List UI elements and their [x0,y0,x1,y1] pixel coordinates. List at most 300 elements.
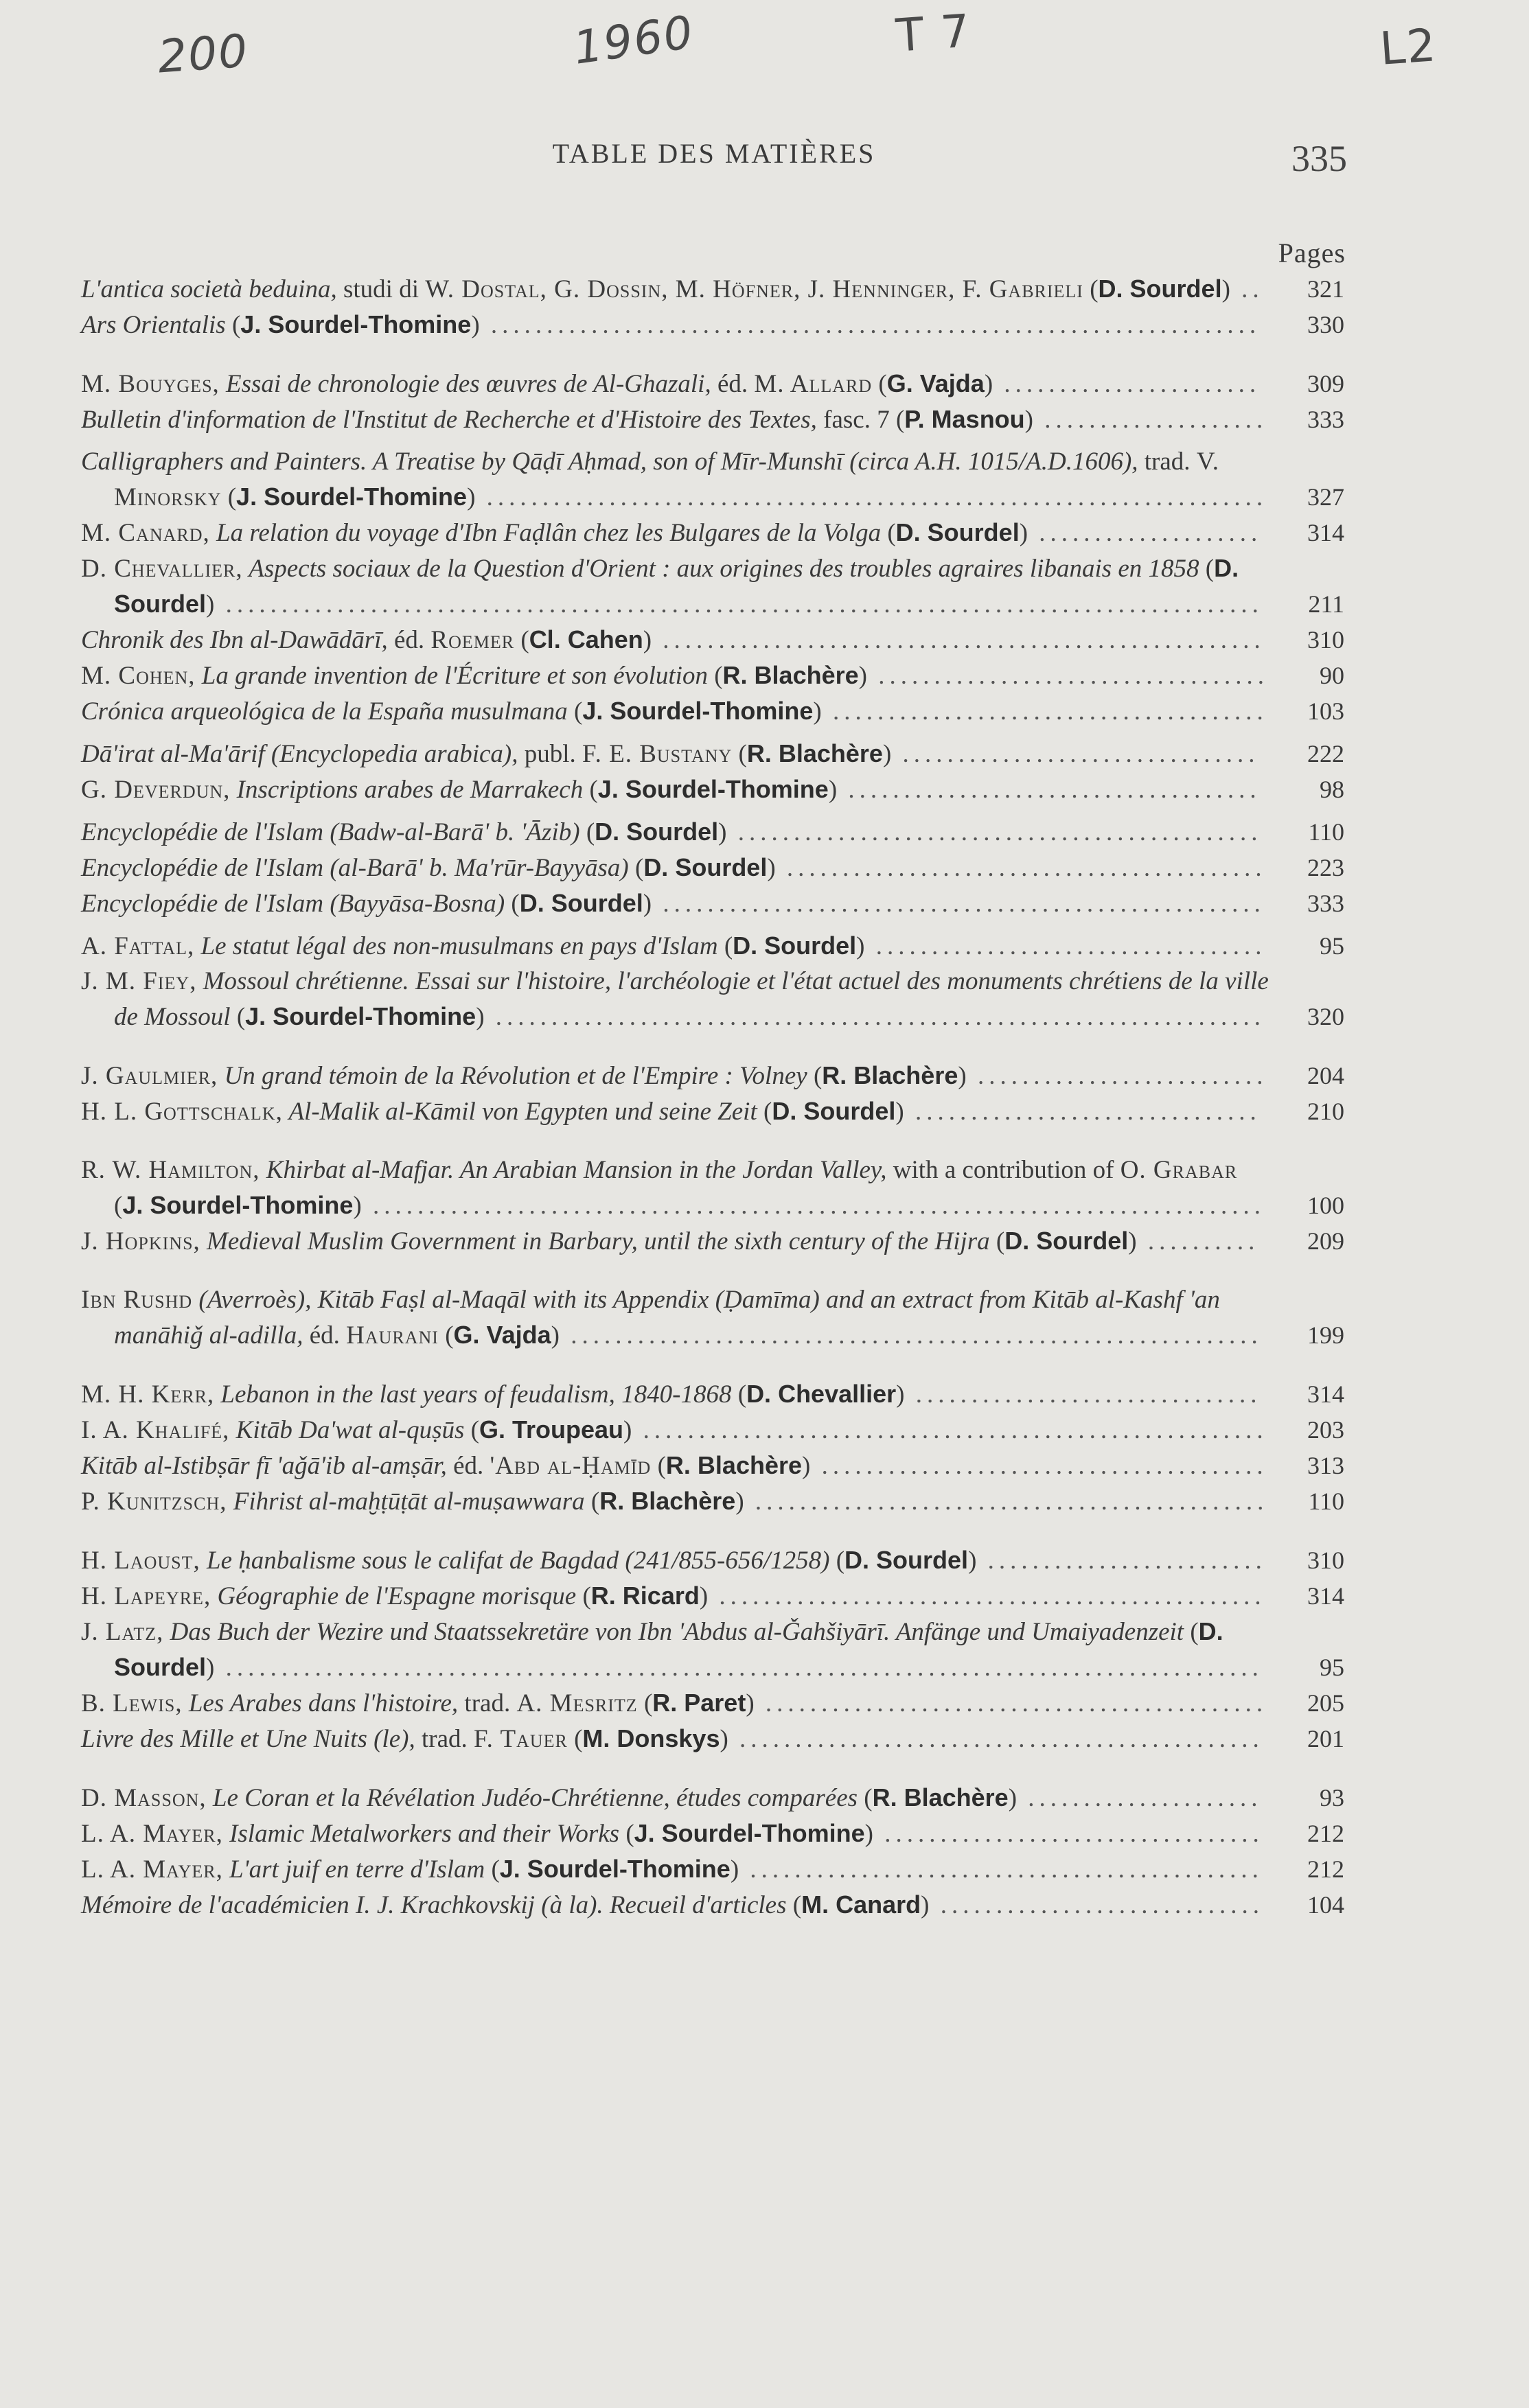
page-number: 335 [1291,138,1347,179]
entry-reviewer: R. Blachère [599,1487,736,1515]
entry-author: M. Canard, [81,519,210,547]
entry-author: H. L. Gottschalk, [81,1098,283,1126]
toc-entry [81,1412,1344,1448]
entry-text: ) [1008,1784,1018,1812]
entry-page-number: 93 [1320,1784,1344,1811]
entry-page-number: 222 [1307,740,1344,767]
entry-title: Fihrist al-maḫṭūṭāt al-muṣawwara [227,1487,585,1516]
toc-entry [81,928,1344,964]
entry-page-number: 313 [1307,1452,1344,1479]
entry-text: ( [225,311,241,339]
entry-text: ) [896,1380,905,1409]
entry-text: ) [968,1547,977,1575]
entry-reviewer: D. Sourdel [519,889,643,917]
entry-text: ) [206,1654,215,1682]
toc-entry [81,1578,1344,1614]
entry-author: J. Latz, [81,1618,164,1646]
entry-text: ) [1221,275,1230,303]
entry-title: Livre des Mille et Une Nuits (le), [81,1725,415,1753]
entry-reviewer: M. Canard [801,1890,921,1919]
entry-text: ( [651,1452,666,1480]
entry-text: ) [882,740,892,768]
toc-entry [81,1851,1344,1887]
entry-text: ) [746,1689,755,1717]
entry-text: ) [643,626,652,654]
entry-page-number: 310 [1307,1547,1344,1574]
toc-entry [81,271,1344,307]
toc-entry [81,1376,1344,1412]
entry-text: ) [551,1321,560,1350]
toc-entry-text [81,885,1269,921]
toc-entry [81,402,1344,437]
toc-entry-text [81,1851,1269,1887]
dot-leader: ..................................... [837,776,1261,804]
entry-page-number: 205 [1307,1689,1344,1717]
toc-entry [81,1282,1344,1353]
entry-author: J. Hopkins, [81,1227,200,1255]
entry-reviewer: R. Ricard [590,1582,700,1610]
entry-page-number: 314 [1307,519,1344,546]
toc-entry-text [81,1448,1269,1483]
entry-editor: Roemer [430,626,515,654]
entry-editor: A. Mesritz [516,1689,638,1717]
toc-entry [81,1153,1344,1223]
entry-text: ( [1083,275,1099,303]
entry-text: ) [958,1062,967,1090]
entry-text: ( [731,1380,747,1409]
entry-page-number: 110 [1308,1487,1344,1515]
entry-reviewer: R. Blachère [872,1783,1009,1811]
toc-entry [81,1223,1344,1259]
toc-entry [81,515,1344,551]
entry-reviewer: D. Sourdel [114,1617,1223,1681]
entry-title: Lebanon in the last years of feudalism, 1840-1868 [214,1380,732,1409]
entry-author: Ibn Rushd [81,1286,193,1314]
toc-entry [81,850,1344,885]
entry-title: Le Coran et la Révélation Judéo-Chrétienne, études comparées [206,1784,858,1812]
entry-reviewer: D. Sourdel [733,931,857,960]
entry-text: ) [476,1003,485,1031]
entry-text: ( [221,483,237,511]
toc-entry [81,693,1344,729]
entry-title: Kitāb al-Istibṣār fī 'aǧā'ib al-amṣār, [81,1452,447,1480]
entry-text: ( [438,1321,454,1350]
toc-entry-text [81,1412,1269,1448]
dot-leader: ............................................................................................. [214,1654,1263,1682]
toc-entry-text [81,693,1269,729]
toc-entry [81,622,1344,658]
toc-entry-text [81,1153,1269,1223]
entry-title: La relation du voyage d'Ibn Faḍlân chez les Bulgares de la Volga [209,519,882,547]
entry-text: ( [872,370,887,398]
toc-entry [81,658,1344,693]
entry-page-number: 209 [1307,1227,1344,1255]
entry-author: M. Bouyges, [81,370,220,398]
toc-entry-text [81,964,1269,1034]
entry-page-number: 212 [1307,1855,1344,1883]
entry-reviewer: G. Troupeau [479,1415,623,1444]
entry-title: Chronik des Ibn al-Dawādārī, [81,626,388,654]
entry-reviewer: P. Masnou [904,405,1025,433]
entry-author: B. Lewis, [81,1689,183,1717]
entry-reviewer: D. Sourdel [772,1097,896,1125]
entry-title: Bulletin d'information de l'Institut de Recherche et d'Histoire des Textes, [81,406,817,434]
entry-title: Encyclopédie de l'Islam (al-Barā' b. Ma'rūr-Bayyāsa) [81,854,629,882]
toc-entry-text [81,1685,1269,1721]
entry-reviewer: D. Sourdel [1098,275,1222,303]
entry-author: H. Lapeyre, [81,1582,211,1610]
entry-reviewer: J. Sourdel-Thomine [245,1002,476,1030]
entry-text: éd. [711,370,755,398]
entry-title: L'antica società beduina, [81,275,337,303]
entry-title: Dā'irat al-Ma'ārif (Encyclopedia arabica), [81,740,518,768]
entry-title: Encyclopédie de l'Islam (Bayyāsa-Bosna) [81,890,505,918]
entry-page-number: 95 [1320,1654,1344,1681]
entry-page-number: 223 [1307,854,1344,881]
entry-title: Khirbat al-Mafjar. An Arabian Mansion in the Jordan Valley, [260,1156,887,1184]
entry-text: ( [757,1098,772,1126]
entry-title: Le ḥanbalisme sous le califat de Bagdad (241/855-656/1258) [200,1547,830,1575]
entry-reviewer: D. Sourdel [895,518,1020,546]
toc-entry-text [81,1578,1269,1614]
entry-author: G. Deverdun, [81,776,231,804]
entry-text: ( [584,1487,600,1516]
entry-reviewer: J. Sourdel-Thomine [582,697,814,725]
entry-reviewer: J. Sourdel-Thomine [597,775,829,803]
toc-entry-text [81,307,1269,343]
entry-title: Inscriptions arabes de Marrakech [230,776,584,804]
entry-text: ( [707,662,723,690]
entry-reviewer: G. Vajda [886,369,985,397]
dot-leader: .................................. [873,1820,1264,1848]
toc-entry-text [81,1376,1269,1412]
entry-text: ( [1199,555,1215,583]
entry-title: Mossoul chrétienne. Essai sur l'histoire, l'archéologie et l'état actuel des monuments chrétiens de la ville de Mossoul [114,967,1269,1031]
entry-text: ) [643,890,652,918]
entry-text: ( [989,1227,1005,1255]
entry-text: ( [1184,1618,1199,1646]
entry-author: D. Masson, [81,1784,207,1812]
entry-text: ) [471,311,480,339]
toc-entry [81,307,1344,343]
entry-text: ) [730,1855,739,1884]
entry-title: Al-Malik al-Kāmil von Egypten und seine Zeit [282,1098,757,1126]
entry-title: Islamic Metalworkers and their Works [222,1820,620,1848]
toc-entry [81,1721,1344,1757]
dot-leader: .................... [1033,406,1268,434]
toc-entry [81,885,1344,921]
entry-reviewer: D. Sourdel [1004,1227,1129,1255]
entry-author: J. M. Fiey, [81,967,197,995]
handwritten-annotation: 1960 [570,5,698,75]
toc-entry-text [81,772,1269,807]
entry-page-number: 199 [1307,1321,1344,1349]
entry-title: L'art juif en terre d'Islam [222,1855,485,1884]
entry-reviewer: J. Sourdel-Thomine [236,483,468,511]
toc-entry [81,772,1344,807]
entry-author: L. A. Mayer, [81,1855,223,1884]
entry-page-number: 210 [1307,1098,1344,1125]
entry-reviewer: D. Sourdel [844,1546,969,1574]
entry-page-number: 201 [1307,1725,1344,1752]
entry-author: D. Chevallier, [81,555,243,583]
entry-editor: F. E. Bustany [582,740,733,768]
entry-reviewer: J. Sourdel-Thomine [240,310,472,338]
handwritten-annotation: T 7 [894,4,973,62]
entry-title: Aspects sociaux de la Question d'Orient : aux origines des troubles agraires libanais en 1858 [242,555,1199,583]
toc-entry-text [81,1093,1269,1129]
entry-reviewer: J. Sourdel-Thomine [499,1855,731,1883]
entry-title: Crónica arqueológica de la España musulmana [81,697,568,726]
entry-text: trad. [415,1725,474,1753]
entry-page-number: 103 [1307,697,1344,725]
toc-entry-text [81,1614,1269,1685]
toc-entry [81,1780,1344,1816]
dot-leader: ............................................. [754,1689,1268,1717]
entry-title: Le statut légal des non-musulmans en pays d'Islam [194,932,718,960]
entry-text: ( [514,626,529,654]
toc-entry-text [81,1780,1269,1816]
dot-leader: ............................... [904,1098,1261,1126]
entry-page-number: 211 [1308,590,1344,618]
toc-entry [81,444,1344,515]
entry-text: ( [464,1416,479,1444]
dot-leader: .......... [1136,1227,1260,1255]
toc-entry [81,1093,1344,1129]
entry-reviewer: M. Donskys [582,1724,720,1752]
entry-text: ) [895,1098,904,1126]
entry-text: ( [579,818,595,846]
entry-reviewer: R. Blachère [822,1061,958,1089]
entry-page-number: 110 [1308,818,1344,846]
entry-text: ) [864,1820,873,1848]
dot-leader: ....................... [993,370,1261,398]
entry-editor: 'Abd al-Ḥamīd [490,1452,652,1480]
toc-entry [81,1448,1344,1483]
dot-leader: ..................................................................... [479,311,1261,339]
entry-text: ) [720,1725,728,1753]
entry-author: M. H. Kerr, [81,1380,215,1409]
dot-leader: ................................................................................ [361,1192,1265,1220]
entry-text: ) [699,1582,709,1610]
entry-title: La grande invention de l'Écriture et son évolution [195,662,708,690]
entry-text: publ. [518,740,583,768]
dot-leader: ............................................... [728,1725,1264,1753]
toc-entry [81,1614,1344,1685]
entry-reviewer: R. Blachère [722,661,859,689]
toc-entry-text [81,1223,1269,1259]
entry-text: ( [637,1689,653,1717]
entry-text: fasc. 7 ( [816,406,905,434]
entry-text: ) [921,1891,930,1919]
entry-page-number: 333 [1307,890,1344,917]
entry-editor: M. Allard [754,370,873,398]
entry-text: ) [206,590,215,618]
entry-text: ( [858,1784,873,1812]
toc-entry-text [81,1282,1269,1353]
entry-text: ( [114,1192,123,1220]
entry-reviewer: Cl. Cahen [529,625,643,653]
dot-leader: ...................................................................... [475,483,1268,511]
dot-leader: ......................... [976,1547,1267,1575]
entry-text: ( [567,697,583,726]
entry-text: ) [856,932,865,960]
pages-column-label: Pages [1278,238,1346,268]
toc-entry-text [81,1816,1269,1851]
entry-title: Kitāb Da'wat al-quṣūs [229,1416,465,1444]
entry-text: ( [567,1725,583,1753]
toc-entry [81,814,1344,850]
entry-page-number: 314 [1307,1582,1344,1610]
toc-entry [81,1058,1344,1093]
dot-leader: ...................................................... [652,890,1265,918]
entry-text: ) [1128,1227,1137,1255]
entry-page-number: 204 [1307,1062,1344,1089]
toc-entry [81,1542,1344,1578]
dot-leader: .................... [1028,519,1263,547]
entry-reviewer: G. Vajda [453,1321,551,1349]
entry-text: éd. [387,626,431,654]
entry-text: ( [807,1062,823,1090]
toc-entry [81,964,1344,1034]
toc-entry-text [81,1483,1269,1519]
entry-text: ) [735,1487,744,1516]
toc-entry-text [81,1542,1269,1578]
entry-editor: W. Dostal, G. Dossin, M. Höfner, J. Henninger, F. Gabrieli [425,275,1083,303]
entry-reviewer: R. Blachère [665,1451,803,1479]
entry-text: studi di [336,275,426,303]
toc-entry [81,1483,1344,1519]
entry-text: ) [828,776,838,804]
toc-entry-text [81,814,1269,850]
toc-entry [81,736,1344,772]
entry-title: Calligraphers and Painters. A Treatise by Qāḍī Aḥmad, son of Mīr-Munshī (circa A.H. 1015/A.D.1606), [81,448,1138,476]
entry-text: ) [802,1452,811,1480]
entry-text: ( [505,890,520,918]
entry-text: éd. [446,1452,490,1480]
entry-reviewer: R. Paret [652,1689,746,1717]
handwritten-annotation: L2 [1378,19,1439,76]
dot-leader: ..................................................................... [484,1003,1266,1031]
entry-page-number: 100 [1307,1192,1344,1219]
entry-author: L. A. Mayer, [81,1820,223,1848]
entry-editor: O. Grabar [1120,1156,1238,1184]
toc-entry-text [81,271,1269,307]
dot-leader: .............................................. [739,1855,1263,1884]
entry-text: with a contribution of [886,1156,1120,1184]
entry-title: Mémoire de l'académicien I. J. Krachkovskij (à la). Recueil d'articles [81,1891,787,1919]
entry-text: ( [786,1891,802,1919]
entry-text: trad. [1138,448,1197,476]
toc-entry-text [81,515,1269,551]
entry-text: ) [984,370,993,398]
entry-page-number: 90 [1320,662,1344,689]
dot-leader: ............................... [904,1380,1262,1409]
dot-leader: ..................... [1017,1784,1263,1812]
toc-entry-text [81,402,1269,437]
entry-text: ( [829,1547,845,1575]
entry-text: ( [619,1820,634,1848]
toc-entry-text [81,444,1269,515]
entry-reviewer: J. Sourdel-Thomine [634,1819,865,1847]
entry-page-number: 327 [1307,483,1344,511]
entry-page-number: 98 [1320,776,1344,803]
entry-author: J. Gaulmier, [81,1062,218,1090]
entry-text: ) [858,662,867,690]
entry-text: ( [485,1855,500,1884]
entry-title: Das Buch der Wezire und Staatssekretäre von Ibn 'Abdus al-Ǧahšiyārī. Anfänge und Umaiyadenzeit [163,1618,1184,1646]
toc-entry-text [81,658,1269,693]
entry-editor: V. Minorsky [114,448,1220,511]
entry-text: ( [881,519,896,547]
entry-text: ) [718,818,727,846]
toc-entry [81,1887,1344,1923]
entry-text: éd. [303,1321,347,1350]
toc-entry [81,551,1344,622]
dot-leader: ............................................................................................. [214,590,1263,618]
entry-author: R. W. Hamilton, [81,1156,260,1184]
dot-leader: ............................. [929,1891,1264,1919]
entry-text: ) [767,854,776,882]
dot-leader: ........................................................ [632,1416,1268,1444]
entry-author: H. Laoust, [81,1547,200,1575]
entry-text: trad. [458,1689,517,1717]
entry-text: ( [732,740,747,768]
entry-page-number: 321 [1307,275,1344,303]
dot-leader: ........................................... [775,854,1267,882]
toc-entry-text [81,928,1269,964]
dot-leader: ................................... [864,932,1267,960]
entry-text: ) [813,697,822,726]
entry-title: Ars Orientalis [81,311,226,339]
entry-text: ( [717,932,733,960]
entry-page-number: 333 [1307,406,1344,433]
entry-text: ( [576,1582,591,1610]
toc-entry [81,1685,1344,1721]
entry-text: ) [623,1416,632,1444]
entry-text: ) [467,483,476,511]
entry-text: ) [353,1192,362,1220]
dot-leader: .............................................................. [559,1321,1263,1350]
entry-text: ) [1019,519,1028,547]
running-title: TABLE DES MATIÈRES [552,138,876,169]
entry-author: A. Fattal, [81,932,195,960]
entry-title: Medieval Muslim Government in Barbary, until the sixth century of the Hijra [200,1227,990,1255]
entry-reviewer: R. Blachère [746,739,883,767]
entry-reviewer: D. Chevallier [746,1380,897,1408]
dot-leader: .......................... [966,1062,1268,1090]
dot-leader: ............................................... [726,818,1263,846]
entry-page-number: 320 [1307,1003,1344,1030]
entry-reviewer: D. Sourdel [643,853,768,881]
dot-leader: ................................ [891,740,1260,768]
entry-reviewer: J. Sourdel-Thomine [122,1191,354,1219]
dot-leader: ................................... [866,662,1269,690]
dot-leader: ........................................ [810,1452,1268,1480]
toc-entry-text [81,850,1269,885]
entry-page-number: 309 [1307,370,1344,397]
entry-page-number: 310 [1307,626,1344,653]
entry-text: ( [628,854,644,882]
handwritten-annotation: 200 [156,24,251,84]
entry-title: Encyclopédie de l'Islam (Badw-al-Barā' b. 'Āzib) [81,818,580,846]
toc-entry-text [81,622,1269,658]
entry-author: I. A. Khalifé, [81,1416,230,1444]
entry-editor: F. Tauer [474,1725,568,1753]
toc-entry-text [81,1058,1269,1093]
entry-author: P. Kunitzsch, [81,1487,227,1516]
entry-page-number: 104 [1307,1891,1344,1919]
